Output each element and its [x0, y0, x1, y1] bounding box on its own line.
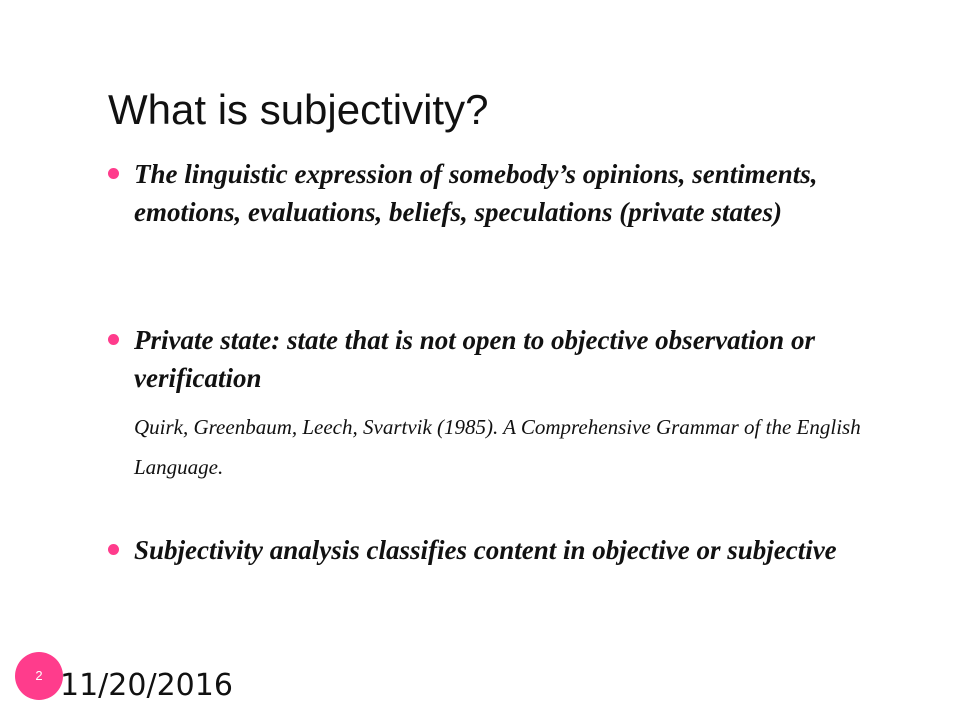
citation-text: Quirk, Greenbaum, Leech, Svartvik (1985). A Comprehensive Grammar of the English Language. [134, 415, 861, 479]
bullet-dot-icon [108, 544, 119, 555]
bullet-text: The linguistic expression of somebody’s opinions, sentiments, emotions, evaluations, beliefs, speculations (private states) [134, 159, 818, 227]
slide-title: What is subjectivity? [108, 86, 489, 133]
bullet-text: Subjectivity analysis classifies content in objective or subjective [134, 535, 837, 565]
slide-date: 11/20/2016 [60, 668, 233, 703]
bullet-item [108, 321, 898, 397]
slide-number-badge: 2 [15, 652, 63, 700]
bullet-dot-icon [108, 168, 119, 179]
bullet-dot-icon [108, 334, 119, 345]
bullet-item [108, 531, 898, 569]
bullet-item [108, 155, 898, 231]
bullet-text: Private state: state that is not open to objective observation or verification [134, 325, 815, 393]
